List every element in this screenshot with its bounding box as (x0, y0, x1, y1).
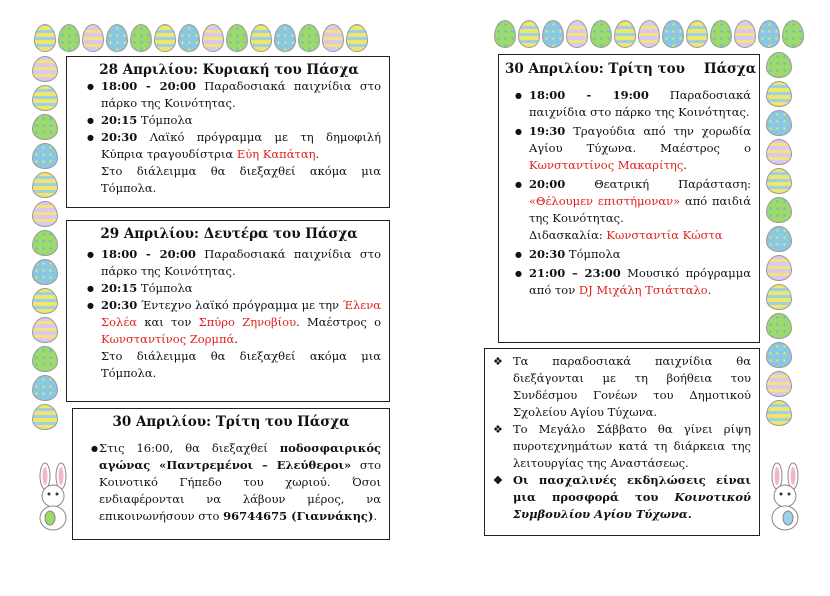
easter-egg-icon (298, 24, 320, 52)
easter-egg-icon (106, 24, 128, 52)
left-page (0, 0, 400, 596)
easter-egg-icon (766, 81, 792, 107)
easter-egg-icon (766, 371, 792, 397)
easter-egg-icon (766, 400, 792, 426)
schedule-item: ● 20:30 Τόμπολα (505, 246, 751, 263)
easter-egg-icon (766, 139, 792, 165)
event-box-april-30 (498, 54, 760, 343)
note-item: ❖ Τα παραδοσιακά παιχνίδια θα διεξάγονται με τη βοήθεια του Συνδέσμου Γονέων του Δημοτικού Σχολείου Αγίου Τύχωνα. (489, 353, 751, 421)
notes-box (484, 348, 760, 536)
event-title: 30 Απριλίου: Τρίτη του Πάσχα (112, 414, 350, 430)
easter-egg-icon (202, 24, 224, 52)
easter-egg-icon (32, 288, 58, 314)
easter-egg-icon (178, 24, 200, 52)
event-box-april-28 (66, 56, 390, 208)
easter-egg-icon (782, 20, 804, 48)
easter-egg-icon (32, 114, 58, 140)
easter-egg-icon (590, 20, 612, 48)
schedule-item: ● 18:00 - 20:00 Παραδοσιακά παιχνίδια στο πάρκο της Κοινότητας. (77, 246, 381, 280)
easter-egg-icon (766, 197, 792, 223)
easter-egg-icon (82, 24, 104, 52)
easter-egg-icon (32, 172, 58, 198)
easter-egg-icon (274, 24, 296, 52)
easter-egg-icon (766, 342, 792, 368)
easter-egg-icon (34, 24, 56, 52)
schedule-item: ● 18:00 - 19:00 Παραδοσιακά παιχνίδια στο πάρκο της Κοινότητας. (505, 87, 751, 121)
easter-egg-icon (710, 20, 732, 48)
easter-egg-icon (766, 52, 792, 78)
easter-egg-icon (686, 20, 708, 48)
easter-egg-icon (250, 24, 272, 52)
easter-egg-icon (638, 20, 660, 48)
note-item: ❖ Οι πασχαλινές εκδηλώσεις είναι μια προσφορά του Κοινοτικού Συμβουλίου Αγίου Τύχωνα. (489, 472, 751, 523)
easter-egg-icon (766, 110, 792, 136)
easter-egg-icon (566, 20, 588, 48)
schedule-item: ● 19:30 Τραγούδια από την χορωδία Αγίου Τύχωνα. Μαέστρος ο Κωνσταντίνος Μακαρίτης. (505, 123, 751, 174)
easter-bunny-icon (762, 462, 808, 532)
easter-egg-icon (766, 168, 792, 194)
event-title: 30 Απριλίου: Τρίτη του Πάσχα (505, 61, 757, 77)
easter-egg-icon (32, 85, 58, 111)
easter-egg-icon (662, 20, 684, 48)
easter-egg-icon (766, 226, 792, 252)
schedule-item: ● 20:30 Έντεχνο λαϊκό πρόγραμμα με την Έλενα Σολέα και τον Σπύρο Ζηνοβίου. Μαέστρος ο Κωνσταντίνος Ζορμπά. Στο διάλειμμα θα διεξαχθεί ακόμα μια Τόμπολα. (77, 297, 381, 382)
egg-border-top-right (494, 20, 804, 48)
easter-egg-icon (734, 20, 756, 48)
event-box-april-29 (66, 220, 390, 402)
egg-border-left (32, 56, 58, 430)
easter-egg-icon (32, 230, 58, 256)
easter-egg-icon (322, 24, 344, 52)
easter-egg-icon (346, 24, 368, 52)
easter-egg-icon (226, 24, 248, 52)
easter-egg-icon (130, 24, 152, 52)
easter-egg-icon (518, 20, 540, 48)
easter-bunny-icon (30, 462, 76, 532)
easter-egg-icon (32, 375, 58, 401)
note-item: ❖ Το Μεγάλο Σάββατο θα γίνει ρίψη πυροτεχνημάτων κατά τη διάρκεια της λειτουργίας της Αναστάσεως. (489, 421, 751, 472)
easter-egg-icon (154, 24, 176, 52)
schedule-item: ● 20:30 Λαϊκό πρόγραμμα με τη δημοφιλή Κύπρια τραγουδίστρια Εύη Καπάταη. Στο διάλειμμα θα διεξαχθεί ακόμα μια Τόμπολα. (77, 129, 381, 197)
easter-egg-icon (766, 284, 792, 310)
event-box-april-30-football (72, 408, 390, 540)
easter-egg-icon (758, 20, 780, 48)
easter-egg-icon (494, 20, 516, 48)
easter-egg-icon (766, 255, 792, 281)
easter-egg-icon (32, 346, 58, 372)
schedule-item: ● 18:00 - 20:00 Παραδοσιακά παιχνίδια στο πάρκο της Κοινότητας. (77, 78, 381, 112)
easter-egg-icon (766, 313, 792, 339)
easter-egg-icon (32, 201, 58, 227)
easter-egg-icon (542, 20, 564, 48)
easter-egg-icon (32, 259, 58, 285)
schedule-item: ● 20:00 Θεατρική Παράσταση: «Θέλουμεν επιστήμοναν» από παιδιά της Κοινότητας. Διδασκαλία: Κωνσταντία Κώστα (505, 176, 751, 244)
schedule-item: ● 21:00 – 23:00 Μουσικό πρόγραμμα από τον DJ Μιχάλη Τσιάτταλο. (505, 265, 751, 299)
schedule-item: ● 20:15 Τόμπολα (77, 280, 381, 297)
easter-egg-icon (32, 404, 58, 430)
easter-egg-icon (32, 56, 58, 82)
easter-egg-icon (614, 20, 636, 48)
schedule-item: ● Στις 16:00, θα διεξαχθεί ποδοσφαιρικός αγώνας «Παντρεμένοι – Ελεύθεροι» στο Κοινοτικό Γήπεδο του χωριού. Όσοι ενδιαφέρονται να λάβουν μέρος, να επικοινωνήσουν στο 96744675 (Γιαννάκης). (81, 440, 381, 525)
easter-egg-icon (32, 317, 58, 343)
egg-border-top-left (34, 24, 368, 52)
easter-egg-icon (58, 24, 80, 52)
event-title: 29 Απριλίου: Δευτέρα του Πάσχα (100, 226, 358, 242)
event-title: 28 Απριλίου: Κυριακή του Πάσχα (99, 62, 359, 78)
schedule-item: ● 20:15 Τόμπολα (77, 112, 381, 129)
right-page (420, 0, 830, 596)
egg-border-right (766, 52, 792, 426)
easter-egg-icon (32, 143, 58, 169)
